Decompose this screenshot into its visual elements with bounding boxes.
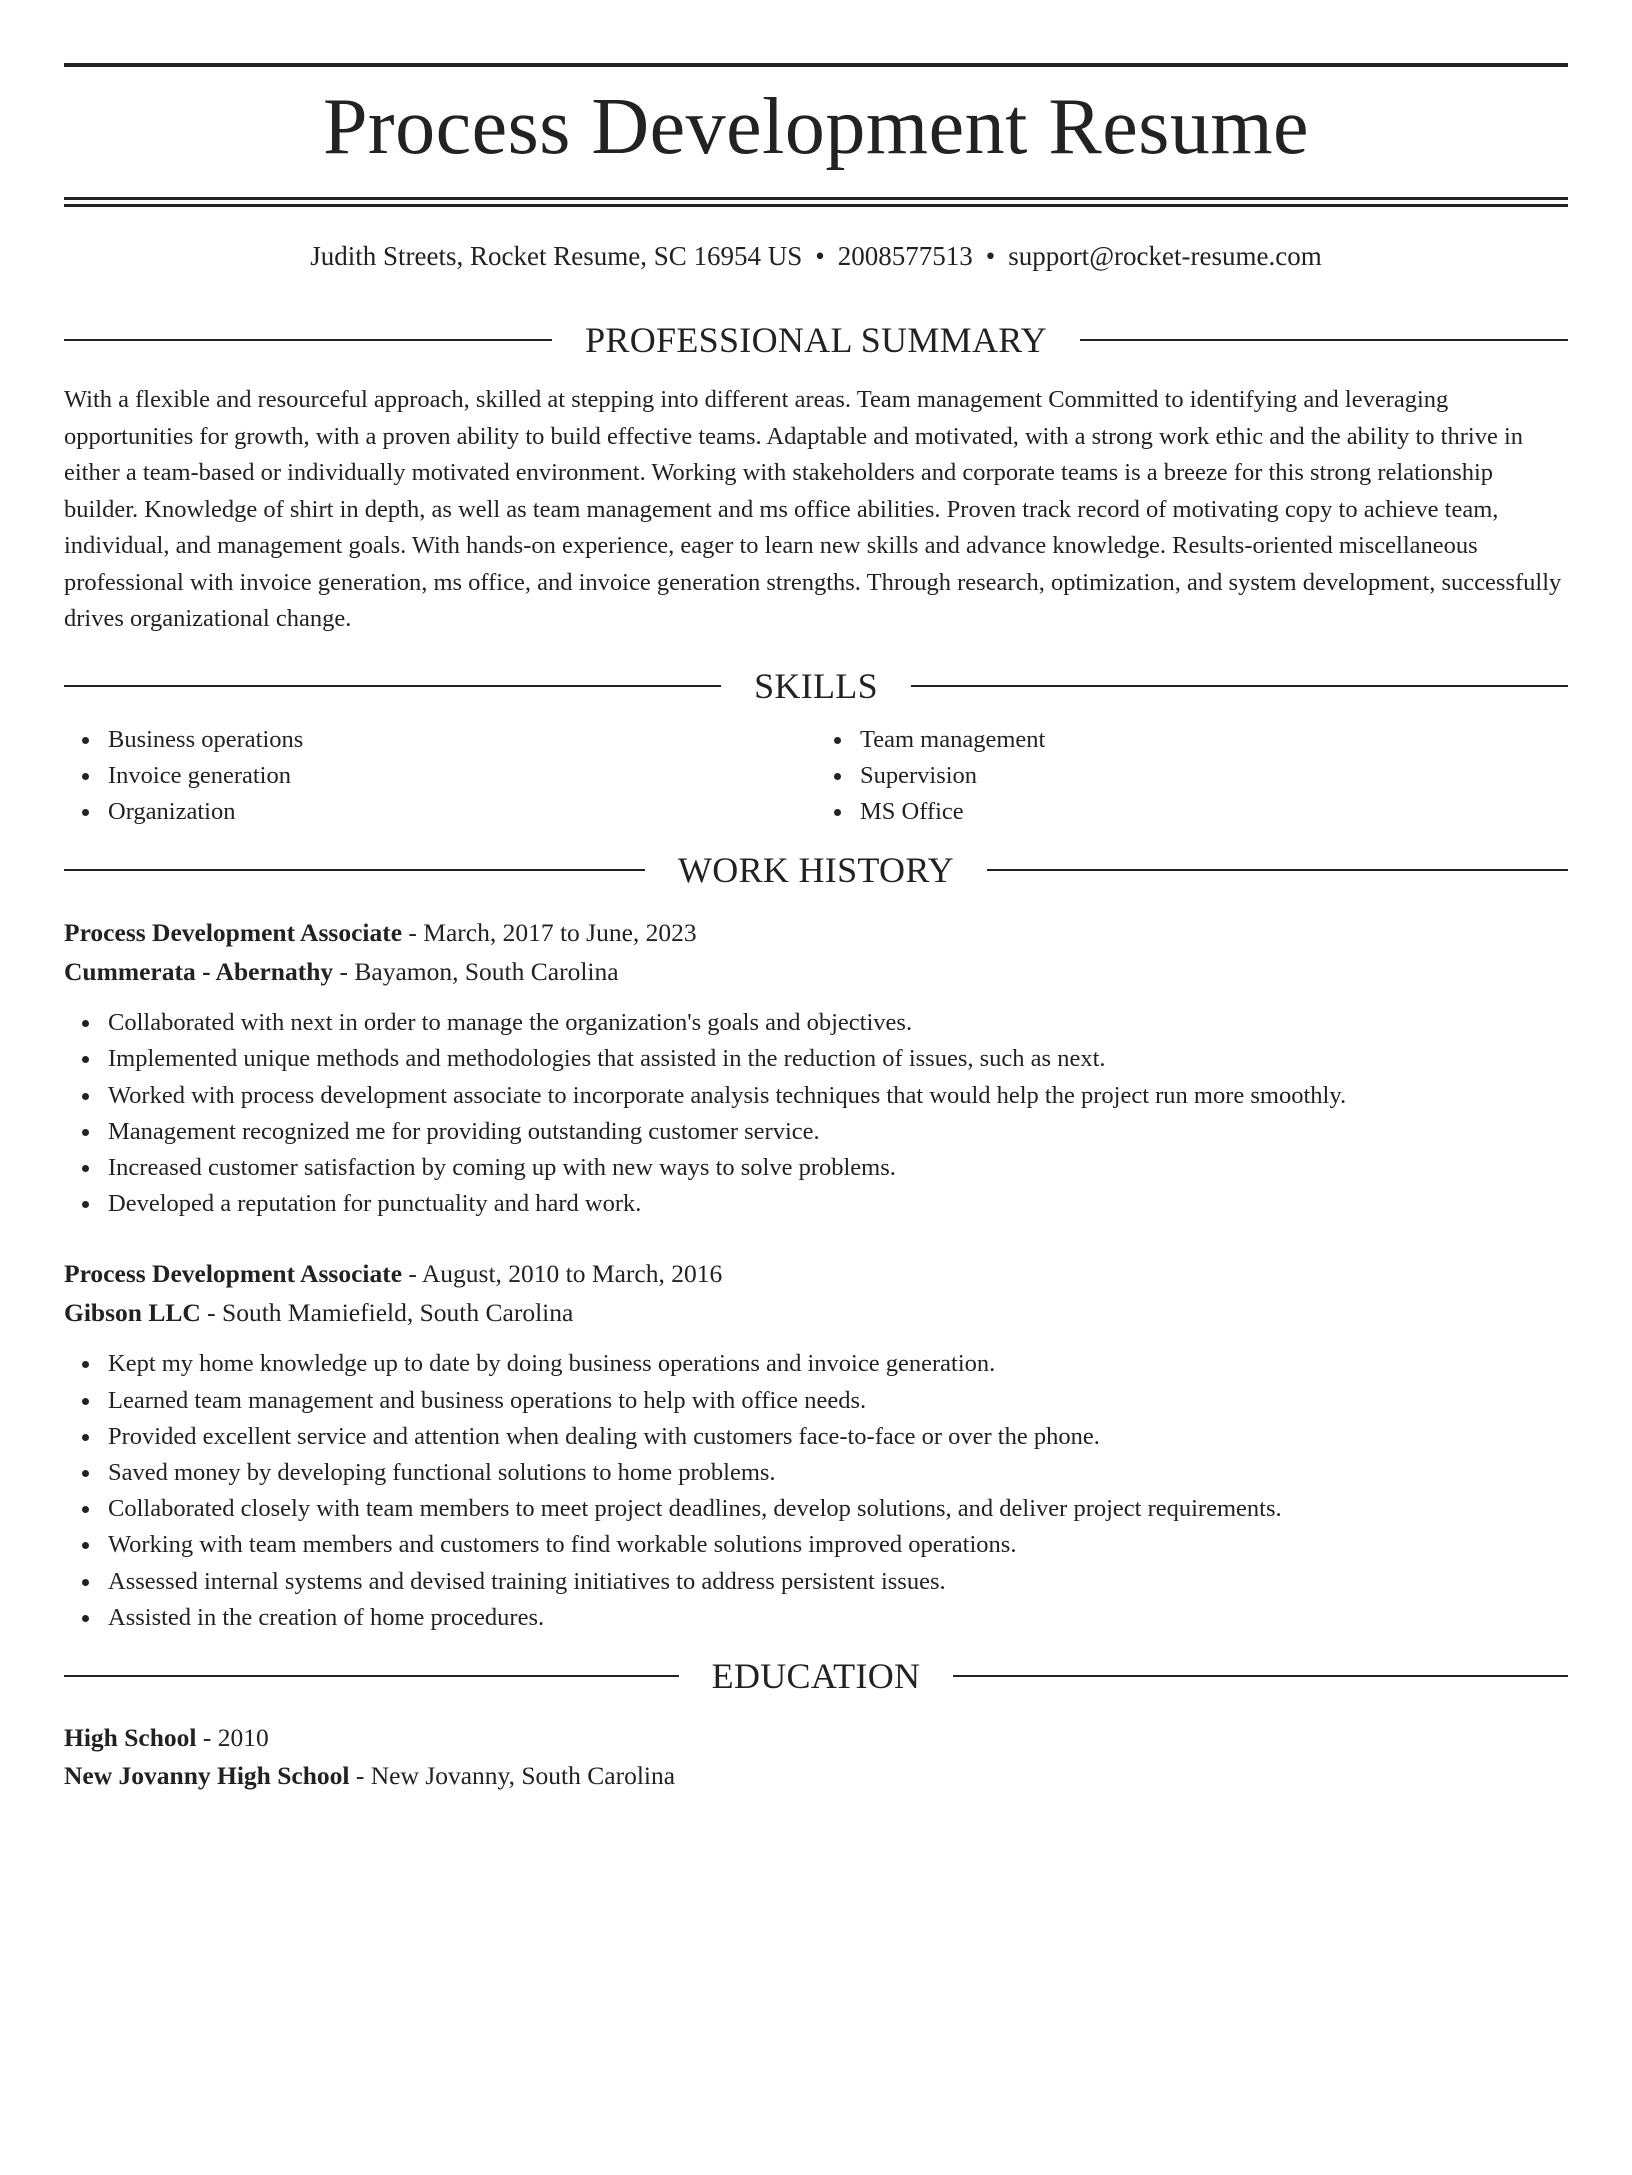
job-company-line	[64, 1293, 1568, 1332]
heading-rule	[953, 1675, 1568, 1677]
job-bullet: Increased customer satisfaction by coming up with new ways to solve problems.	[108, 1150, 1568, 1186]
job-title: Process Development Associate	[64, 918, 403, 948]
job-bullet: Saved money by developing functional solutions to home problems.	[108, 1455, 1568, 1491]
job-bullet: Assisted in the creation of home procedures.	[108, 1600, 1568, 1636]
education-year: - 2010	[196, 1722, 269, 1752]
section-heading-skills	[64, 665, 1568, 706]
job-bullets	[64, 1346, 1568, 1636]
education-degree-line	[64, 1719, 1568, 1757]
skill-item: MS Office	[860, 794, 1568, 830]
job-bullet: Assessed internal systems and devised training initiatives to address persistent issues.	[108, 1564, 1568, 1600]
job-bullet: Collaborated with next in order to manage the organization's goals and objectives.	[108, 1005, 1568, 1041]
heading-rule	[911, 685, 1568, 687]
skill-item: Supervision	[860, 758, 1568, 794]
job-bullet: Collaborated closely with team members to meet project deadlines, develop solutions, and deliver project requirements.	[108, 1491, 1568, 1527]
job-bullet: Working with team members and customers to find workable solutions improved operations.	[108, 1527, 1568, 1563]
skills-column-right	[816, 722, 1568, 831]
job-title-line	[64, 913, 1568, 952]
contact-line	[64, 243, 1568, 270]
job-title-line	[64, 1254, 1568, 1293]
section-heading-label: PROFESSIONAL SUMMARY	[585, 320, 1047, 360]
job-entry	[64, 1254, 1568, 1636]
education-degree: High School	[64, 1722, 197, 1752]
job-bullet: Developed a reputation for punctuality and hard work.	[108, 1186, 1568, 1222]
job-bullet: Implemented unique methods and methodologies that assisted in the reduction of issues, such as next.	[108, 1041, 1568, 1077]
section-heading-label: EDUCATION	[711, 1655, 921, 1696]
job-company: Gibson LLC	[64, 1298, 201, 1328]
summary-text: With a flexible and resourceful approach, skilled at stepping into different areas. Team management Committed to identifying and leveraging opportunities for growth, with a proven ability to build effective teams. Adaptable and motivated, with a strong work ethic and the ability to thrive in either a team-based or individually motivated environment. Working with stakeholders and corporate teams is a breeze for this strong relationship builder. Knowledge of shirt in depth, as well as team management and ms office abilities. Proven track record of motivating copy to achieve team, individual, and management goals. With hands-on experience, eager to learn new skills and advance knowledge. Results-oriented miscellaneous professional with invoice generation, ms office, and invoice generation strengths. Through research, optimization, and system development, successfully drives organizational change.	[64, 386, 1562, 632]
skills-column-left	[64, 722, 816, 831]
heading-rule	[987, 869, 1568, 871]
heading-rule	[64, 339, 552, 341]
contact-email: support@rocket-resume.com	[1008, 241, 1322, 271]
job-company-line	[64, 952, 1568, 991]
job-title: Process Development Associate	[64, 1259, 403, 1289]
job-bullet: Worked with process development associate to incorporate analysis techniques that would help the project run more smoothly.	[108, 1078, 1568, 1114]
section-heading-label: SKILLS	[754, 665, 878, 706]
heading-rule	[64, 1675, 679, 1677]
title-double-rule	[64, 197, 1568, 207]
skill-item: Invoice generation	[108, 758, 816, 794]
page-title: Process Development Resume	[322, 83, 1310, 171]
heading-rule	[64, 869, 645, 871]
education-location: - New Jovanny, South Carolina	[349, 1760, 676, 1790]
heading-rule	[64, 685, 721, 687]
job-dates: - August, 2010 to March, 2016	[402, 1259, 723, 1289]
job-entry	[64, 913, 1568, 1222]
section-heading-education	[64, 1655, 1568, 1696]
job-location: - Bayamon, South Carolina	[333, 957, 619, 987]
section-heading-work-history	[64, 850, 1568, 891]
section-heading-summary	[64, 322, 1568, 358]
job-location: - South Mamiefield, South Carolina	[200, 1298, 574, 1328]
contact-separator: •	[985, 241, 996, 271]
job-company: Cummerata - Abernathy	[64, 957, 334, 987]
heading-rule	[1080, 339, 1568, 341]
job-bullets	[64, 1005, 1568, 1222]
contact-phone: 2008577513	[837, 241, 973, 271]
resume-page	[0, 63, 1632, 2175]
education-entry	[64, 1719, 1568, 1795]
education-school: New Jovanny High School	[64, 1760, 350, 1790]
job-bullet: Management recognized me for providing outstanding customer service.	[108, 1114, 1568, 1150]
education-school-line	[64, 1757, 1568, 1795]
job-bullet: Kept my home knowledge up to date by doing business operations and invoice generation.	[108, 1346, 1568, 1382]
section-heading-label: WORK HISTORY	[678, 850, 954, 891]
contact-separator: •	[815, 241, 825, 271]
job-dates: - March, 2017 to June, 2023	[402, 918, 697, 948]
job-bullet: Learned team management and business operations to help with office needs.	[108, 1383, 1568, 1419]
skills-list	[64, 722, 1568, 831]
skill-item: Business operations	[108, 722, 816, 758]
top-rule	[64, 63, 1568, 67]
job-bullet: Provided excellent service and attention when dealing with customers face-to-face or over the phone.	[108, 1419, 1568, 1455]
skill-item: Team management	[860, 722, 1568, 758]
contact-address: Judith Streets, Rocket Resume, SC 16954 US	[310, 241, 803, 271]
skill-item: Organization	[108, 794, 816, 830]
